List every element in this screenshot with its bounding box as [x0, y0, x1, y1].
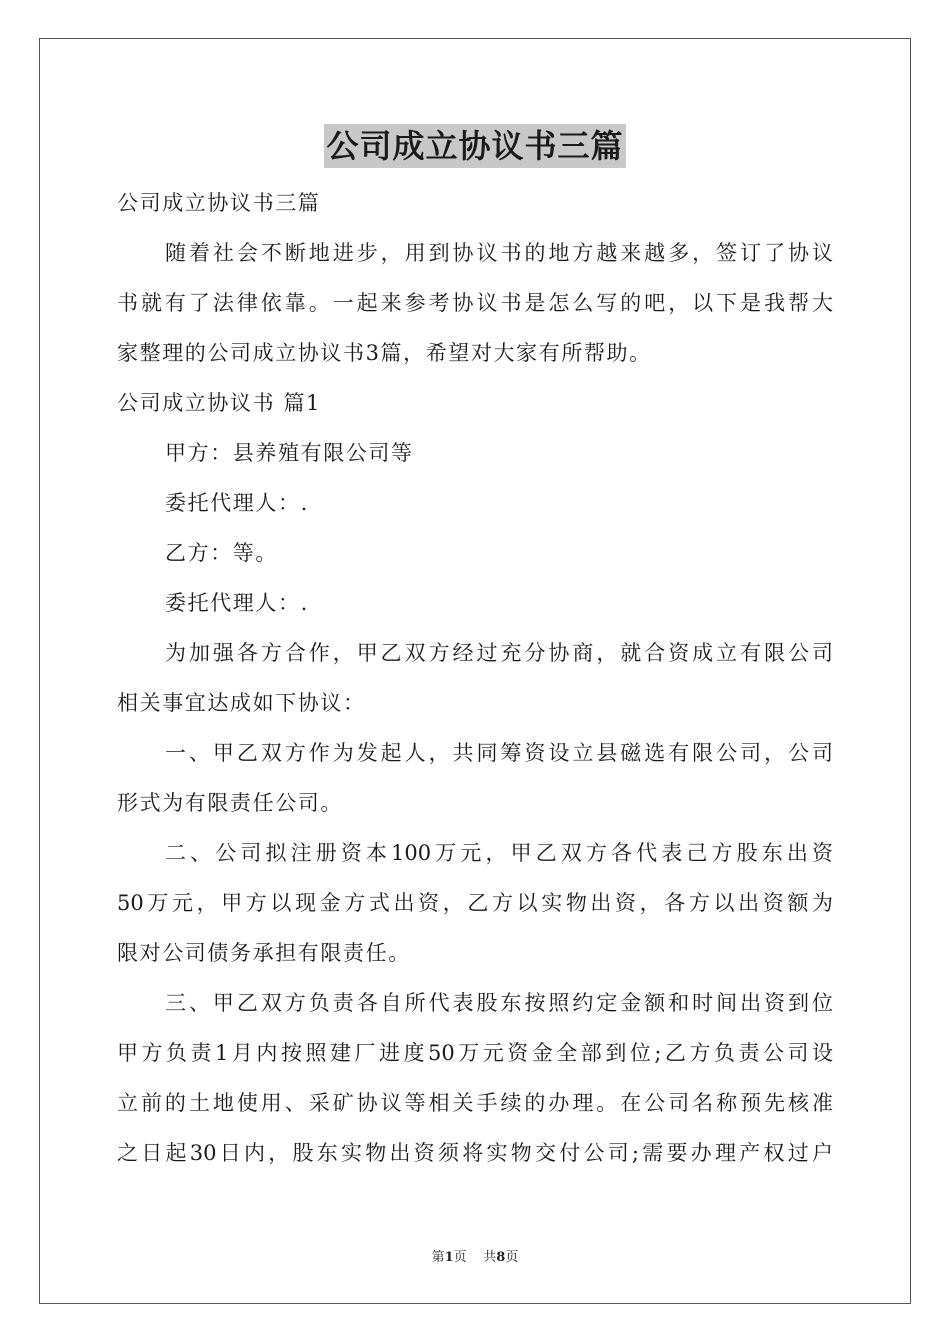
text-line: 50万元，甲方以现金方式出资，乙方以实物出资，各方以出资额为 [117, 891, 833, 915]
text-line: 委托代理人：. [165, 591, 309, 615]
text-line: 之日起30日内，股东实物出资须将实物交付公司;需要办理产权过户 [117, 1141, 833, 1165]
total-suffix: 页 [505, 1250, 519, 1265]
page-prefix: 第 [431, 1250, 445, 1265]
text-line: 立前的土地使用、采矿协议等相关手续的办理。在公司名称预先核准 [117, 1091, 833, 1115]
text-line: 委托代理人：. [165, 491, 309, 515]
page-number: 1 [444, 1250, 454, 1265]
total-prefix: 共 [483, 1250, 497, 1265]
text-line: 乙方：等。 [165, 541, 278, 565]
text-line: 一、甲乙双方作为发起人，共同筹资设立县磁选有限公司，公司 [165, 741, 833, 765]
text-line: 甲方：县养殖有限公司等 [165, 441, 414, 465]
title-wrap [0, 124, 950, 168]
text-line: 形式为有限责任公司。 [117, 791, 343, 815]
text-line: 为加强各方合作，甲乙双方经过充分协商，就合资成立有限公司 [165, 641, 833, 665]
total-pages: 8 [496, 1250, 506, 1265]
text-line: 限对公司债务承担有限责任。 [117, 941, 411, 965]
page-suffix: 页 [453, 1250, 467, 1265]
text-line: 二、公司拟注册资本100万元，甲乙双方各代表己方股东出资 [165, 841, 833, 865]
text-line: 书就有了法律依靠。一起来参考协议书是怎么写的吧，以下是我帮大 [117, 291, 833, 315]
document-body [117, 178, 833, 1178]
text-line: 甲方负责1月内按照建厂进度50万元资金全部到位;乙方负责公司设 [117, 1041, 833, 1065]
document-title: 公司成立协议书三篇 [324, 124, 625, 168]
text-line: 三、甲乙双方负责各自所代表股东按照约定金额和时间出资到位 [165, 991, 833, 1015]
text-line: 家整理的公司成立协议书3篇，希望对大家有所帮助。 [117, 341, 652, 365]
text-line: 公司成立协议书 篇1 [117, 391, 322, 415]
text-line: 相关事宜达成如下协议： [117, 691, 366, 715]
page-footer [0, 1246, 950, 1265]
text-line: 公司成立协议书三篇 [117, 191, 321, 215]
text-line: 随着社会不断地进步，用到协议书的地方越来越多，签订了协议 [165, 241, 833, 265]
